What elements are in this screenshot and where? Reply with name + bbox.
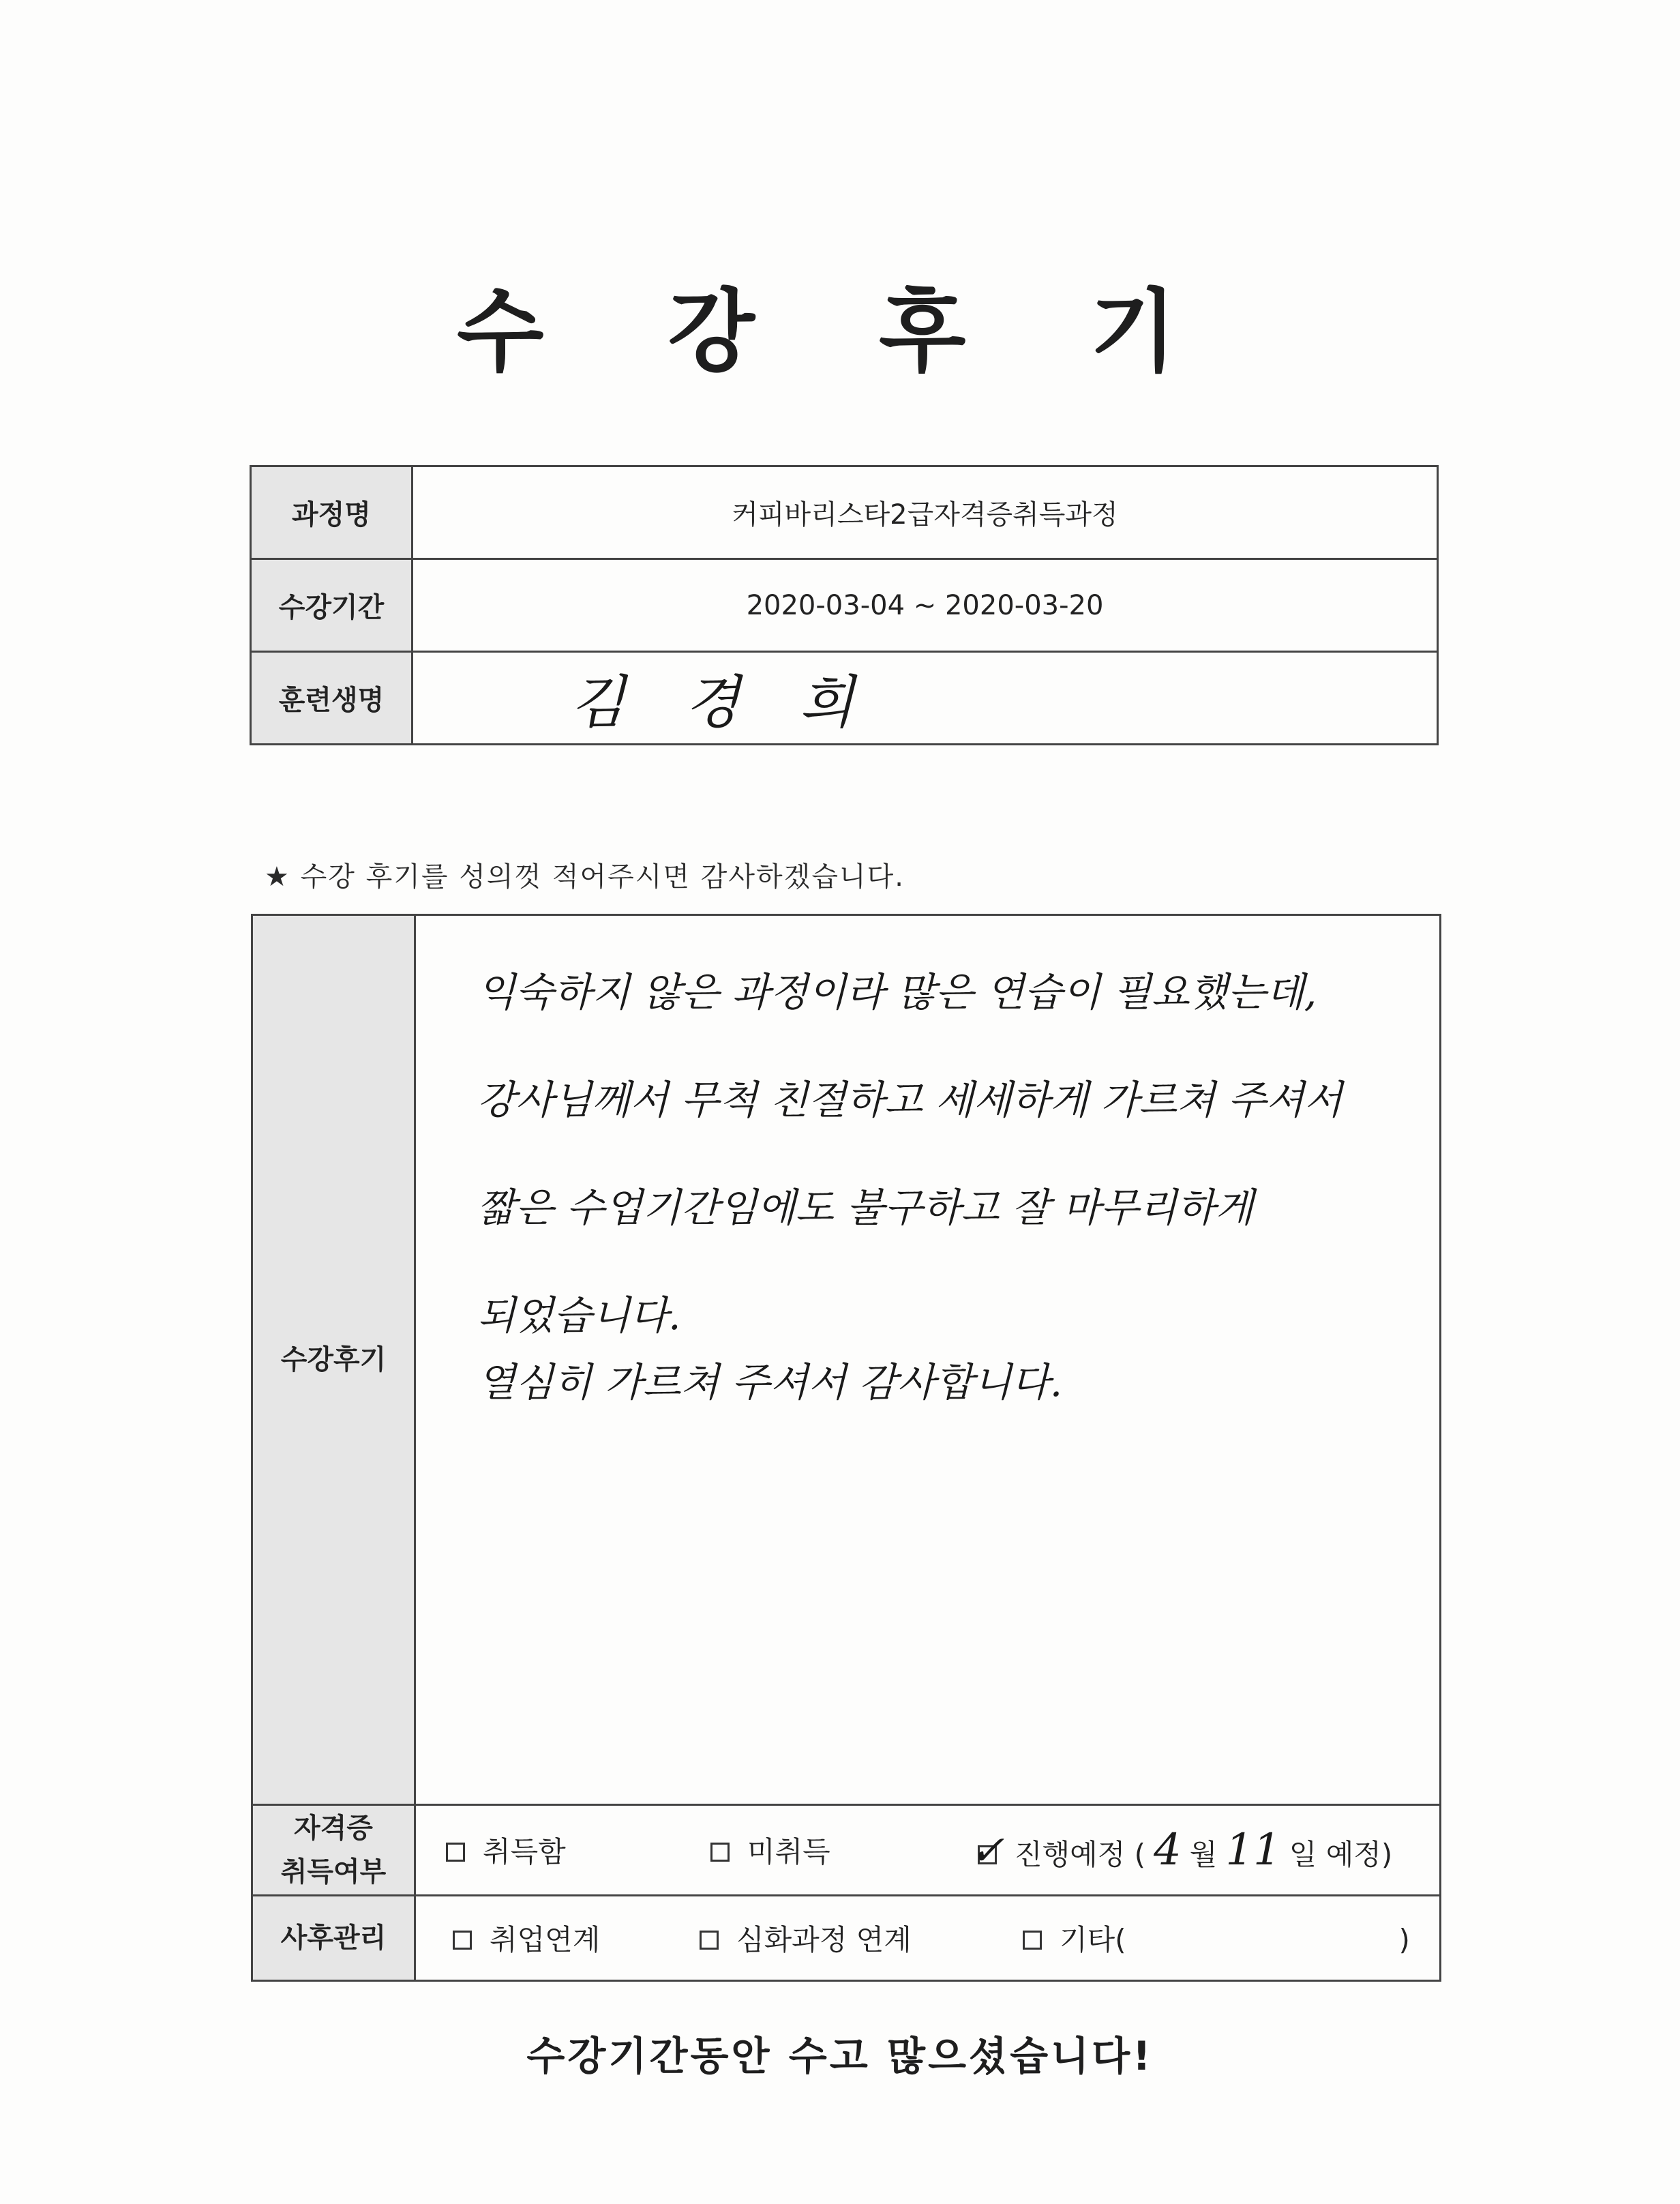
course-row (251, 466, 1438, 559)
option-other-close: ) (1398, 1923, 1410, 1956)
course-label: 과정명 (251, 466, 412, 559)
certification-label (252, 1805, 415, 1896)
option-other-label: 기타( (1060, 1923, 1126, 1956)
request-note: ★ 수강 후기를 성의껏 적어주시면 감사하겠습니다. (265, 861, 905, 893)
advanced-checkbox[interactable] (700, 1931, 719, 1950)
option-acquired-label: 취득함 (483, 1835, 566, 1868)
option-other[interactable] (1023, 1918, 1410, 1959)
trainee-signature-cell (412, 652, 1438, 745)
other-checkbox[interactable] (1023, 1931, 1042, 1950)
course-info-table (250, 465, 1439, 745)
day-label: 일 예정) (1289, 1838, 1393, 1871)
review-line: 되었습니다. (477, 1292, 681, 1339)
month-label: 월 (1189, 1838, 1218, 1871)
in-progress-checkbox[interactable] (970, 1826, 1005, 1875)
period-value: 2020-03-04 ~ 2020-03-20 (412, 559, 1438, 652)
option-not-acquired[interactable] (710, 1830, 978, 1871)
option-not-acquired-label: 미취득 (747, 1835, 830, 1868)
option-in-progress-label: 진행예정 ( (1015, 1838, 1146, 1871)
closing-message: 수강기간동안 수고 많으셨습니다! (526, 2033, 1154, 2079)
certification-options (415, 1805, 1441, 1896)
not-acquired-checkbox[interactable] (710, 1843, 730, 1862)
employment-checkbox[interactable] (453, 1931, 472, 1950)
certification-label-line1: 자격증 (294, 1813, 373, 1844)
review-text (416, 916, 1439, 1470)
page-title: 수 강 후 기 (457, 280, 1223, 385)
review-body (415, 915, 1441, 1805)
review-row (252, 915, 1441, 1805)
option-employment-label: 취업연계 (490, 1923, 601, 1956)
followup-options (415, 1896, 1441, 1981)
followup-row (252, 1896, 1441, 1981)
trainee-label: 훈련생명 (251, 652, 412, 745)
period-row (251, 559, 1438, 652)
review-label: 수강후기 (252, 915, 415, 1805)
period-label: 수강기간 (251, 559, 412, 652)
review-line: 짧은 수업기간임에도 불구하고 잘 마무리하게 (477, 1185, 1254, 1231)
option-in-progress[interactable] (970, 1825, 1393, 1875)
followup-label: 사후관리 (252, 1896, 415, 1981)
review-table (251, 914, 1441, 1982)
certification-row (252, 1805, 1441, 1896)
month-value: 4 (1154, 1825, 1182, 1875)
option-employment[interactable] (453, 1918, 700, 1959)
day-value: 11 (1225, 1825, 1281, 1875)
option-acquired[interactable] (446, 1830, 710, 1871)
review-line: 강사님께서 무척 친절하고 세세하게 가르쳐 주셔서 (477, 1077, 1342, 1123)
course-value: 커피바리스타2급자격증취득과정 (412, 466, 1438, 559)
trainee-row (251, 652, 1438, 745)
certification-label-line2: 취득여부 (280, 1856, 387, 1888)
trainee-signature: 김 경 희 (570, 669, 875, 736)
acquired-checkbox[interactable] (446, 1843, 465, 1862)
review-line: 열심히 가르쳐 주셔서 감사합니다. (477, 1359, 1063, 1405)
review-line: 익숙하지 않은 과정이라 많은 연습이 필요했는데, (477, 969, 1317, 1015)
check-mark-icon: ✓ (970, 1826, 1005, 1875)
option-advanced[interactable] (700, 1918, 1023, 1959)
option-advanced-label: 심화과정 연계 (736, 1923, 912, 1956)
